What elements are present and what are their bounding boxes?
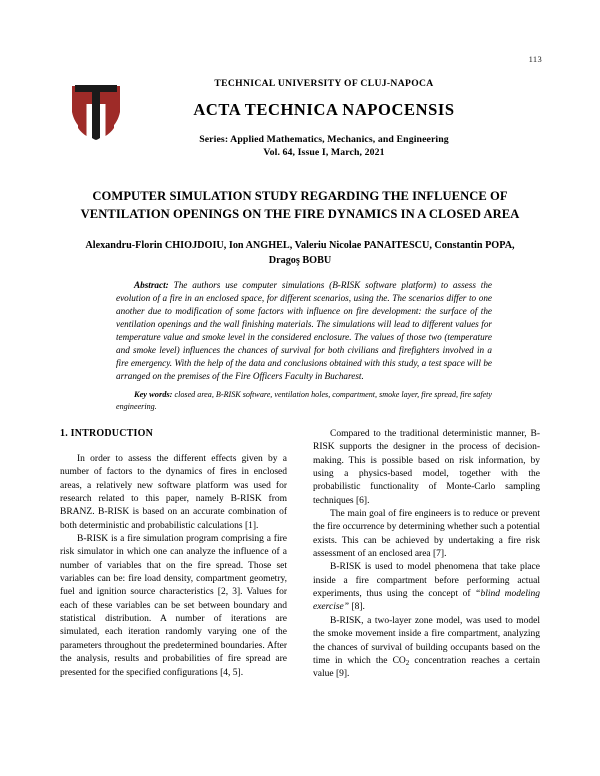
abstract-block — [116, 279, 492, 413]
paragraph: In order to assess the different effects given by a number of factors to the dynamics of fires in enclosed areas, a relatively new software platform was used for research related to this paper, namely B-RISK from BRANZ. B-RISK is based on an accurate combination of both deterministic and probabilistic calculations [1]. — [60, 454, 287, 531]
journal-name: ACTA TECHNICA NAPOCENSIS — [193, 100, 455, 119]
keywords-paragraph — [116, 389, 492, 412]
abstract-text: The authors use computer simulations (B-RISK software platform) to assess the evolution of a fire in an enclosed space, for different scenarios, using the. The scenarios differ to one another due to modification of some factors with influence on fire development: the surface of the ventilation openings and the wall finishing materials. The simulations will lead to different values for temperature value and smoke level in the considered enclosure. The values of those two (temperature and smoke level) influences the chances of survival for both civilians and firefighters involved in a fire emergency. With the help of the data and conclusions obtained with this study, a test space will be arranged on the premises of the Fire Officers Faculty in Bucharest. — [116, 280, 492, 382]
keywords-label: Key words: — [134, 390, 173, 400]
paragraph: B-RISK is a fire simulation program comprising a fire risk simulator in which one can analyze the influence of a number of variables that on the fire spread. Those set variables can be: fire load density, compartment geometry, fuel and ignition source characteristics [2, 3]. Values for each of these variables can be set between boundary and statistical distribution. A number of iterations are simulated, each iteration randomly varying one of the parameters throughout the predetermined boundaries. After the analysis, results and probabilities of fire spread are presented for the specified configurations [4, 5]. — [60, 534, 287, 678]
logo-container — [60, 78, 132, 140]
journal-series: Series: Applied Mathematics, Mechanics, and Engineering — [199, 134, 449, 145]
paragraph: The main goal of fire engineers is to reduce or prevent the fire occurrence by determining whether such a potential exists. This can be achieved by undertaking a fire risk assessment of an enclosed area [7]. — [313, 509, 540, 560]
acta-technica-napocensis-shield-logo — [70, 84, 122, 140]
university-name: TECHNICAL UNIVERSITY OF CLUJ-NAPOCA — [214, 78, 434, 89]
masthead-text-block — [132, 78, 540, 158]
paragraph: Compared to the traditional deterministic manner, B-RISK supports the designer in the process of decision-making. This is possible based on risk information, by using a physics-based model, together with the probabilistic functionality of Monte-Carlo sampling techniques [6]. — [313, 429, 540, 506]
author-list: Alexandru-Florin CHIOJDOIU, Ion ANGHEL, Valeriu Nicolae PANAITESCU, Constantin POPA, Dragoş BOBU — [85, 240, 515, 266]
paragraph-text-before-quote: B-RISK is used to model phenomena that take place inside a fire compartment before performing actual experiments, thus using the concept of — [313, 562, 540, 600]
paragraph-text-after-formula: concentration reaches a certain value [9]. — [313, 655, 540, 680]
article-title: COMPUTER SIMULATION STUDY REGARDING THE INFLUENCE OF VENTILATION OPENINGS ON THE FIRE DYNAMICS IN A CLOSED AREA — [80, 189, 520, 221]
journal-masthead — [60, 78, 540, 158]
section-heading-introduction: 1. INTRODUCTION — [60, 428, 154, 439]
right-column — [313, 428, 540, 748]
abstract-paragraph — [116, 279, 492, 383]
page-number: 113 — [528, 54, 542, 64]
keywords-text: closed area, B-RISK software, ventilation holes, compartment, smoke layer, fire spread, fire safety engineering. — [116, 390, 492, 411]
left-column — [60, 428, 287, 748]
paragraph-text-before-formula: B-RISK, a two-layer zone model, was used to model the smoke movement inside a fire compartment, analyzing the chances of survival of building occupants based on the time in which the CO — [313, 615, 540, 666]
body-columns — [60, 428, 540, 748]
quoted-term: “blind modeling exercise” — [313, 589, 540, 613]
abstract-label: Abstract: — [134, 280, 169, 290]
paragraph — [313, 615, 540, 682]
paragraph — [313, 561, 540, 614]
journal-issue: Vol. 64, Issue I, March, 2021 — [263, 147, 385, 158]
co2-subscript: 2 — [405, 658, 410, 667]
paragraph-text-after-quote: [8]. — [349, 602, 365, 613]
